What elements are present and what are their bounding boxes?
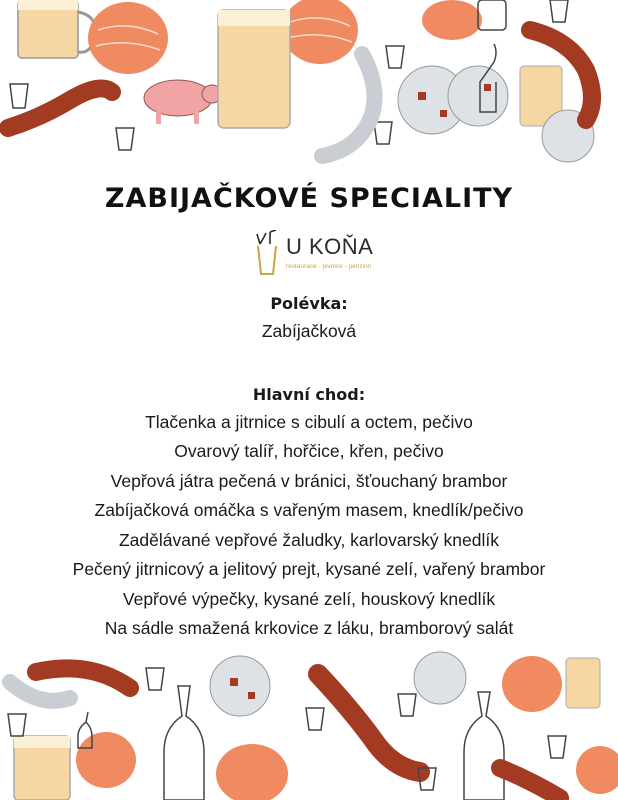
beer-mug-icon: [18, 0, 95, 58]
menu-item: Tlačenka a jitrnice s cibulí a octem, pečivo: [145, 411, 473, 432]
beer-mug-icon: [218, 10, 562, 128]
salami-slice-icon: [398, 66, 594, 162]
logo-tagline: restaurace - pivnice - penzion: [286, 263, 372, 270]
menu-item: Zabíjačková omáčka s vařeným masem, knedlík/pečivo: [94, 500, 524, 520]
top-food-illustration: [0, 0, 618, 170]
menu-item: Zadělávané vepřové žaludky, karlovarský knedlík: [118, 529, 499, 550]
menu-item: Vepřová játra pečená v bránici, šťouchaný brambor: [110, 470, 508, 491]
restaurant-logo: [250, 228, 390, 278]
menu: [0, 291, 618, 644]
soup-heading: Polévka:: [270, 294, 348, 313]
sausage-icon: [500, 768, 560, 798]
beer-mug-icon: [14, 736, 70, 800]
bottom-food-illustration: [0, 648, 618, 800]
main-course-heading: Hlavní chod:: [252, 384, 366, 404]
sausage-icon: [36, 668, 130, 688]
page-title: ZABIJAČKOVÉ SPECIALITY: [104, 183, 514, 214]
menu-item: Ovarový talíř, hořčice, křen, pečivo: [174, 441, 444, 461]
glass-logo-icon: [252, 230, 282, 276]
pig-icon: [144, 80, 222, 124]
menu-item: Vepřové výpečky, kysané zelí, houskový knedlík: [122, 588, 496, 609]
beer-mug-icon: [566, 658, 600, 708]
sausage-icon: [318, 674, 420, 772]
logo-name: U KOŇA: [286, 234, 374, 259]
menu-item: Na sádle smažená krkovice z láku, bramborový salát: [104, 618, 514, 638]
sausage-icon: [322, 54, 375, 156]
menu-item: Pečený jitrnicový a jelitový prejt, kysané zelí, vařený brambor: [72, 559, 546, 579]
sausage-icon: [10, 682, 70, 701]
menu-item: Zabíjačková: [261, 321, 357, 341]
